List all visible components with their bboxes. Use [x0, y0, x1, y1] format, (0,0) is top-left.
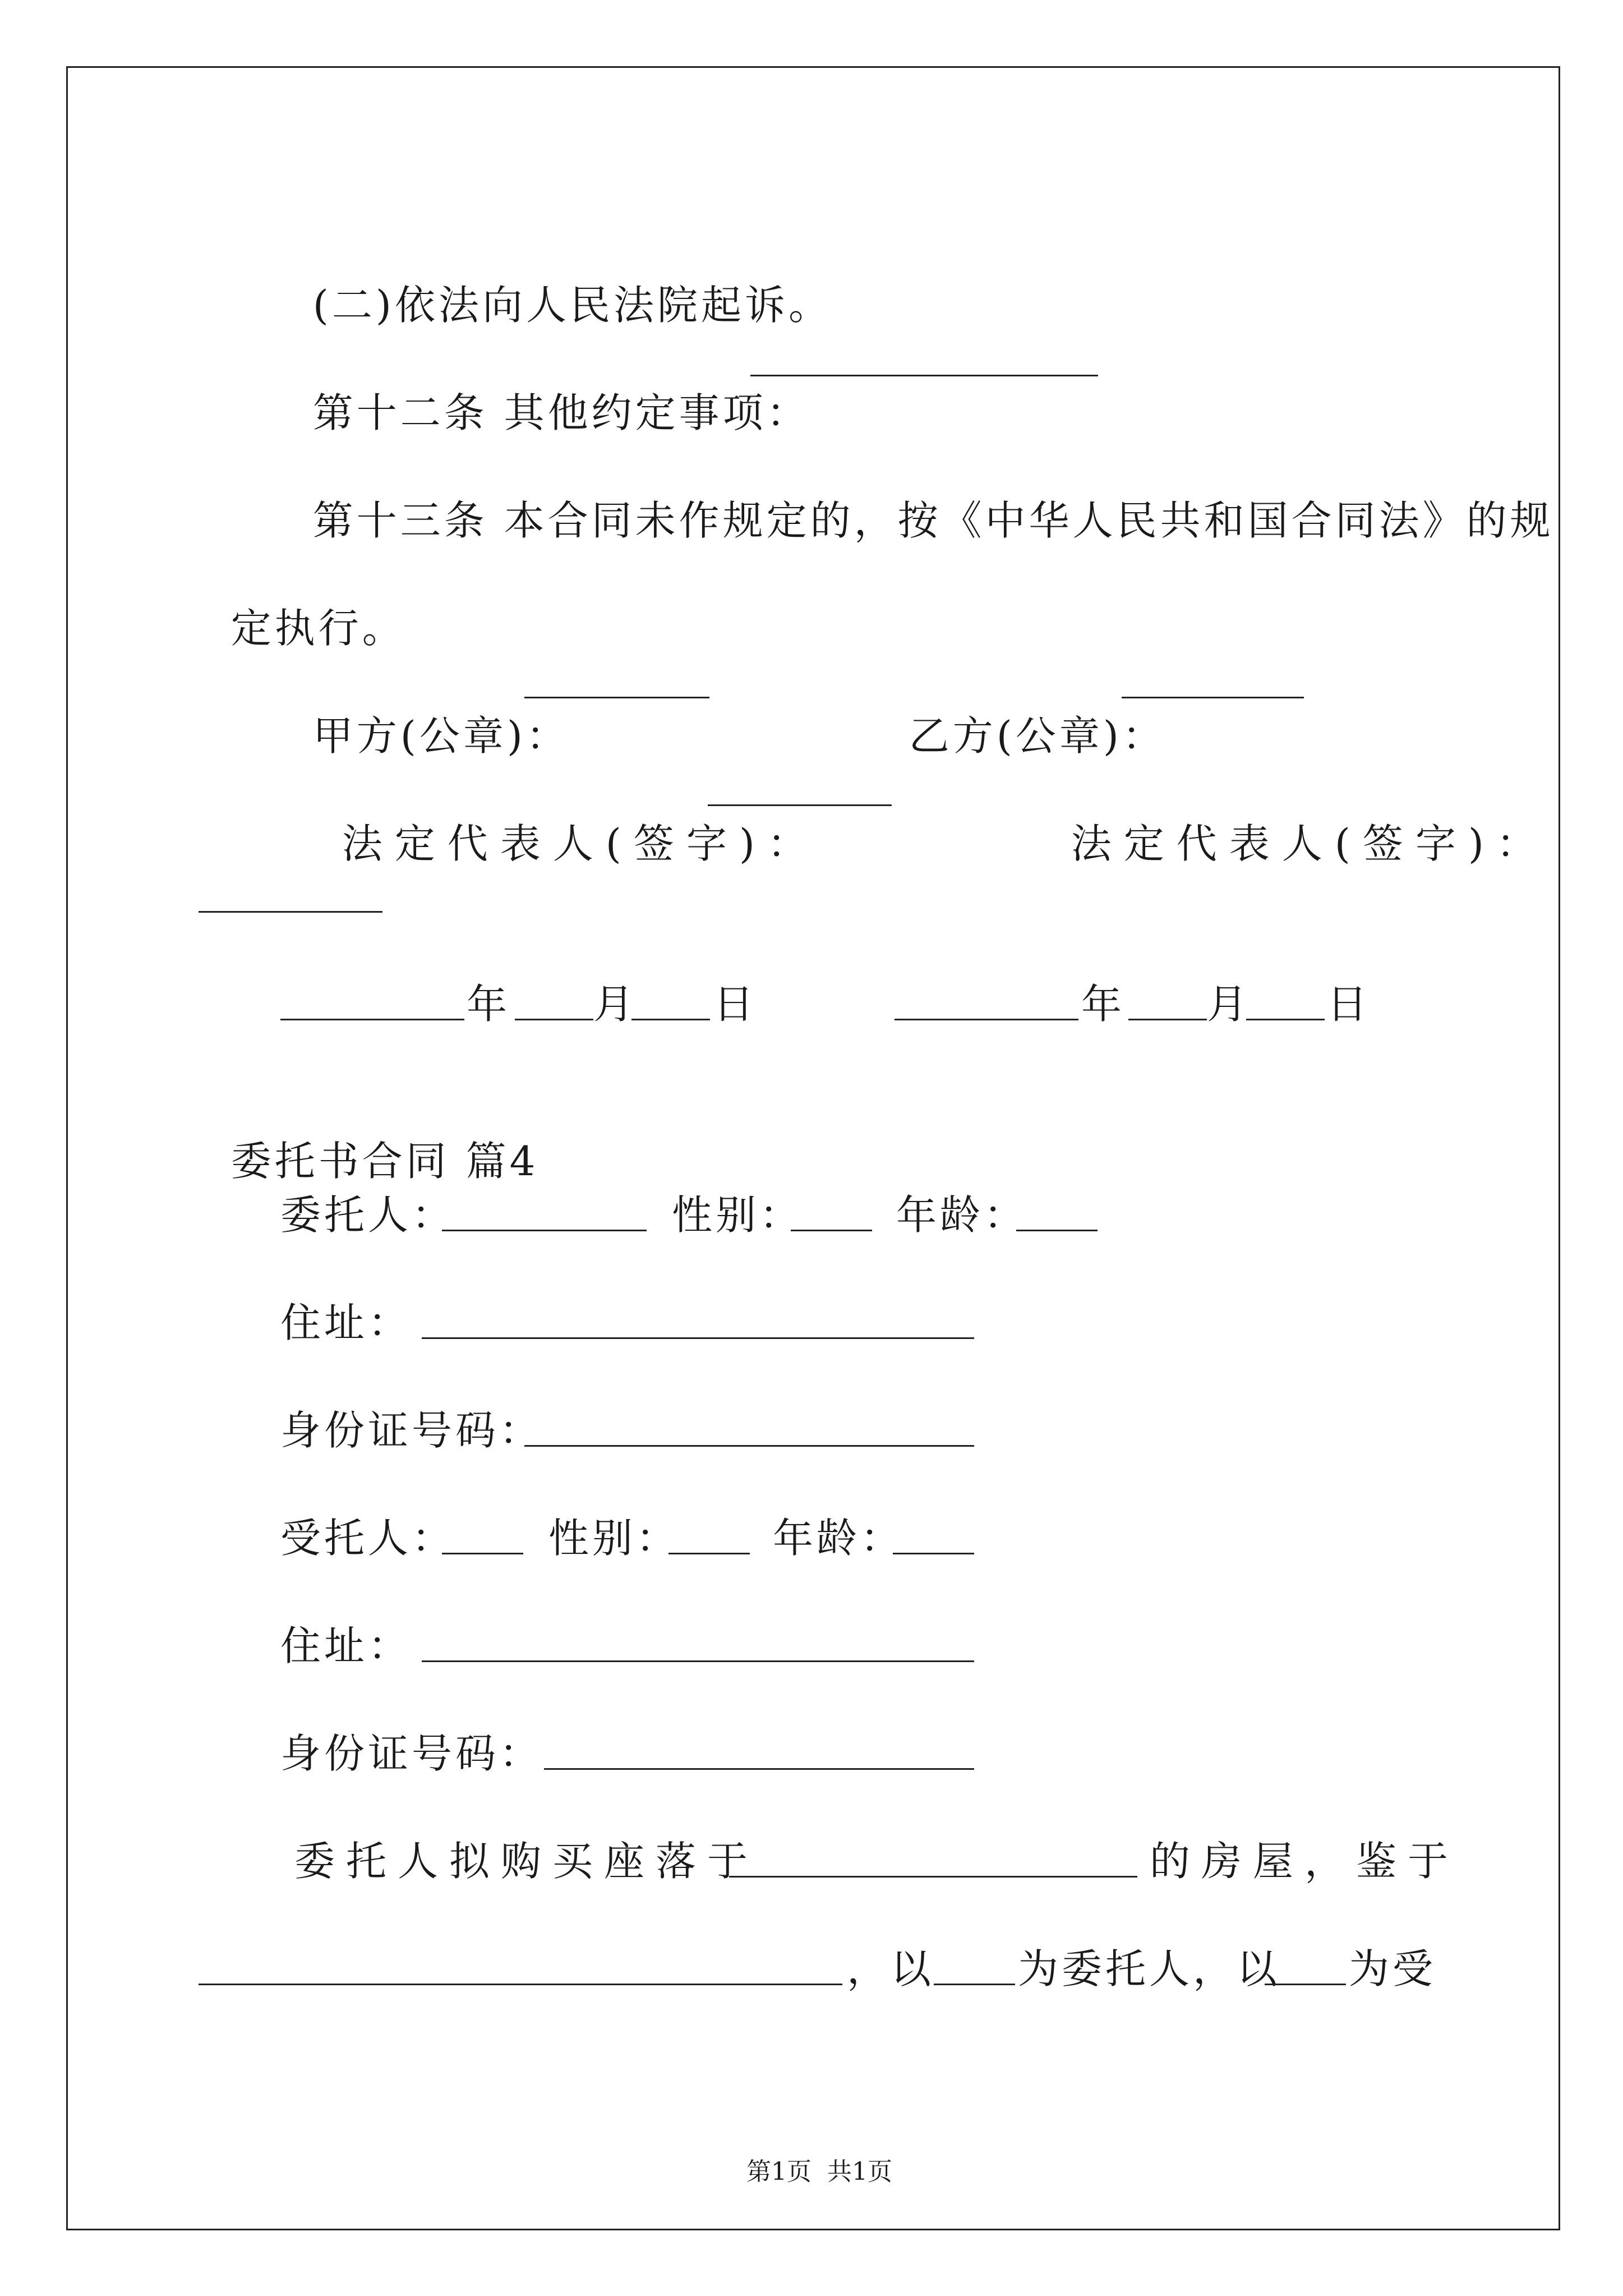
property-location-blank[interactable] [729, 1876, 1137, 1878]
other-matters-blank[interactable] [750, 375, 1098, 376]
section-title-text: 委托书合同 篇4 [230, 1138, 539, 1185]
para-start [294, 1834, 759, 1888]
client-id-blank[interactable] [524, 1445, 974, 1447]
date-b-month-label: 月 [1207, 981, 1251, 1028]
agent-address-label-text: 住址： [280, 1622, 412, 1669]
agent-name-blank[interactable] [442, 1553, 523, 1554]
agent-age-blank[interactable] [893, 1553, 974, 1554]
client-gender-label [672, 1188, 803, 1242]
date-b-day [1327, 977, 1371, 1031]
date-a-month [593, 977, 637, 1031]
client-gender-label-text: 性别： [672, 1191, 804, 1239]
principal-blank[interactable] [934, 1984, 1015, 1985]
para-end-3-text: 为受 [1349, 1945, 1437, 1993]
agent-age-label-text: 年龄： [773, 1515, 905, 1562]
legal-rep-a [292, 763, 820, 871]
agent-age-label [773, 1511, 904, 1565]
clause-thirteen [280, 440, 1554, 547]
party-b-seal-label: 乙方(公章)： [909, 712, 1166, 760]
para-end-2 [1018, 1942, 1280, 1996]
clause-twelve-text: 第十二条 其他约定事项： [312, 389, 810, 436]
clause-twelve [280, 332, 810, 440]
page-footer [0, 2122, 1623, 2189]
legal-rep-a-label: 法定代表人(签字)： [342, 820, 820, 867]
agent-id-label [280, 1727, 543, 1780]
para-end-3 [1349, 1942, 1436, 1996]
legal-rep-b-blank[interactable] [199, 911, 382, 913]
date-a-year [467, 977, 510, 1031]
agent-label-text: 受托人： [280, 1515, 456, 1562]
party-b-seal [877, 655, 1166, 763]
section-title [199, 1080, 538, 1188]
date-a-day-blank[interactable] [631, 1019, 710, 1020]
page-number: 第1页 共1页 [746, 2157, 892, 2186]
client-name-blank[interactable] [442, 1230, 647, 1231]
legal-rep-b-label: 法定代表人(签字)： [1071, 820, 1549, 867]
para-end-1 [847, 1942, 934, 1996]
client-id-label [280, 1404, 543, 1457]
clause-thirteen-cont [199, 547, 406, 655]
party-a-seal-label: 甲方(公章)： [312, 712, 570, 760]
date-a-day [713, 977, 757, 1031]
para-end-1-text: ，以 [847, 1945, 935, 1993]
date-b-day-blank[interactable] [1246, 1019, 1325, 1020]
reason-blank[interactable] [199, 1984, 842, 1985]
client-age-label [896, 1188, 1027, 1242]
agent-gender-blank[interactable] [668, 1553, 750, 1554]
party-a-seal-blank[interactable] [524, 697, 709, 698]
agent-address-label [280, 1619, 412, 1673]
party-b-seal-blank[interactable] [1122, 697, 1304, 698]
para-mid [1150, 1834, 1459, 1888]
date-a-year-blank[interactable] [280, 1019, 464, 1020]
date-a-month-label: 月 [593, 981, 638, 1028]
client-age-blank[interactable] [1016, 1230, 1098, 1231]
para-end-2-text: 为委托人，以 [1018, 1945, 1281, 1993]
agent-gender-label-text: 性别： [548, 1515, 680, 1562]
client-label [280, 1188, 455, 1242]
agent-gender-label [548, 1511, 680, 1565]
clause-litigation-text: (二)依法向人民法院起诉。 [312, 282, 832, 329]
clause-thirteen-cont-text: 定执行。 [230, 605, 406, 652]
date-b-year-blank[interactable] [895, 1019, 1078, 1020]
client-label-text: 委托人： [280, 1191, 456, 1239]
date-a-month-blank[interactable] [515, 1019, 593, 1020]
date-b-month-blank[interactable] [1128, 1019, 1207, 1020]
date-b-month [1207, 977, 1251, 1031]
agent-address-blank[interactable] [422, 1660, 974, 1662]
trustee-blank[interactable] [1265, 1984, 1346, 1985]
agent-id-blank[interactable] [544, 1768, 974, 1770]
clause-thirteen-text: 第十三条 本合同未作规定的，按《中华人民共和国合同法》的规 [312, 497, 1554, 544]
date-b-year-label: 年 [1081, 981, 1126, 1028]
client-address-blank[interactable] [422, 1337, 974, 1339]
agent-id-label-text: 身份证号码： [280, 1730, 543, 1777]
client-age-label-text: 年龄： [896, 1191, 1028, 1239]
client-address-label [280, 1296, 412, 1350]
agent-label [280, 1511, 455, 1565]
client-id-label-text: 身份证号码： [280, 1407, 543, 1454]
date-b-day-label: 日 [1327, 981, 1371, 1028]
party-a-seal [280, 655, 570, 763]
date-a-year-label: 年 [467, 981, 511, 1028]
legal-rep-b [1021, 763, 1549, 871]
client-address-label-text: 住址： [280, 1299, 412, 1346]
para-mid-text: 的房屋，鉴于 [1150, 1838, 1460, 1885]
date-b-year [1081, 977, 1125, 1031]
legal-rep-a-blank[interactable] [708, 804, 892, 806]
date-a-day-label: 日 [713, 981, 758, 1028]
client-gender-blank[interactable] [791, 1230, 872, 1231]
para-start-text: 委托人拟购买座落于 [294, 1838, 759, 1885]
clause-litigation [280, 224, 832, 332]
